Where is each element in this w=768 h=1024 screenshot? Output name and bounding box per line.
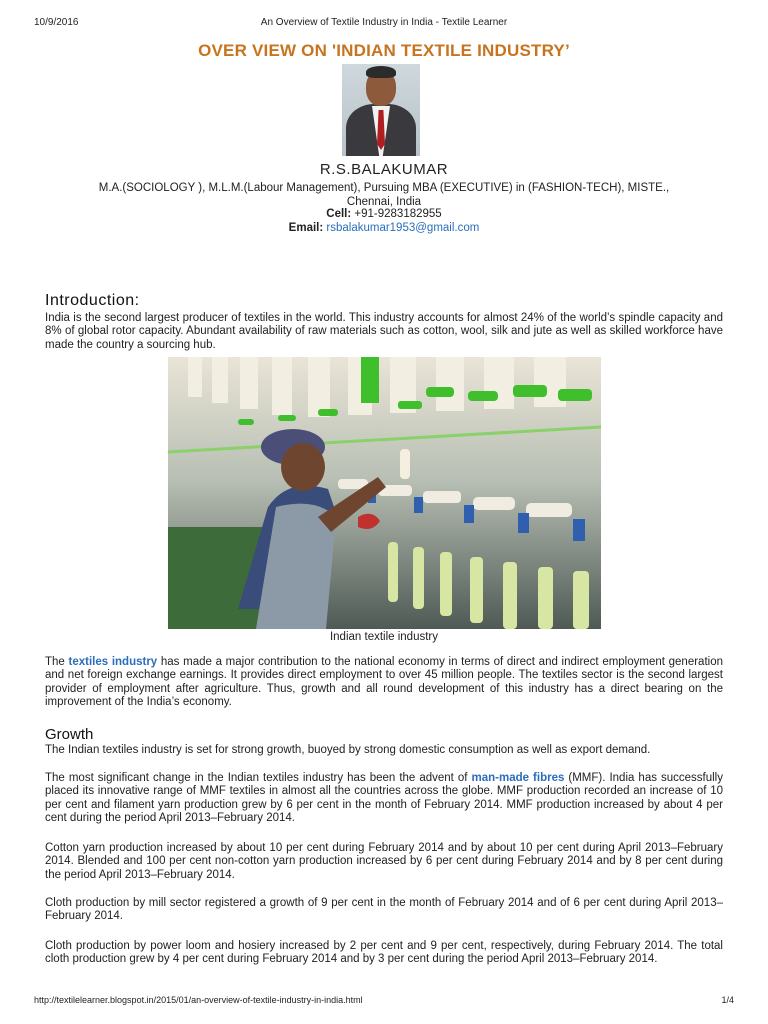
growth-paragraph-1: The Indian textiles industry is set for strong growth, buoyed by strong domestic consumption as well as export demand. (45, 744, 651, 756)
growth-paragraph-4: Cloth production by mill sector registered a growth of 9 per cent in the month of February 2014 and of 6 per cent during April 2013–February 2014. (45, 897, 723, 923)
para-text-rest: has made a major contribution to the national economy in terms of direct and indirect employment generation and net foreign exchange earnings. It provides direct employment to over 45 million people. The textiles sector is the second largest provider of employment after agriculture. Thus, growth and all round development of this industry has a direct bearing on the improvement of the India’s economy. (45, 656, 723, 709)
cell-line (0, 208, 768, 220)
author-name: R.S.BALAKUMAR (319, 161, 449, 178)
economy-paragraph (45, 656, 723, 710)
mmf-text-start: The most significant change in the Indian textiles industry has been the advent of (45, 772, 472, 784)
print-page-title: An Overview of Textile Industry in India - Textile Learner (260, 17, 508, 28)
growth-paragraph-2 (45, 772, 723, 826)
article-title: OVER VIEW ON 'INDIAN TEXTILE INDUSTRY’ (198, 41, 570, 60)
cell-number: +91-9283182955 (354, 208, 442, 220)
growth-heading: Growth (45, 726, 94, 743)
cell-label: Cell: (326, 208, 352, 220)
mmf-text-rest: (MMF). India has successfully placed its innovative range of MMF textiles in almost all the countries across the globe. MMF production recorded an increase of 10 per cent and filament yarn production grew by 6 per cent in the month of February 2014. MMF production increased by about 4 per cent during the period April 2013–February 2014. (45, 772, 723, 825)
location-line: Chennai, India (346, 196, 422, 208)
intro-heading: Introduction: (45, 292, 140, 309)
author-photo (342, 64, 420, 156)
intro-paragraph: India is the second largest producer of textiles in the world. This industry accounts for almost 24% of the world’s spindle capacity and 8% of global rotor capacity. Abundant availability of raw materials such as cotton, wool, silk and jute as well as skilled workforce have made the country a sourcing hub. (45, 312, 723, 351)
textile-mill-photo (168, 357, 601, 629)
textiles-industry-link[interactable]: textiles industry (68, 656, 158, 668)
growth-paragraph-3: Cotton yarn production increased by about 10 per cent during February 2014 and by about 10 per cent during April 2013–February 2014. Blended and 100 per cent non-cotton yarn production increased by 6 per cent during February 2014 and by 8 per cent during the period April 2013–February 2014. (45, 842, 723, 881)
para-text-start: The (45, 656, 69, 668)
qualifications-line: M.A.(SOCIOLOGY ), M.L.M.(Labour Management), Pursuing MBA (EXECUTIVE) in (FASHION-TECH), MISTE., (98, 182, 670, 194)
man-made-fibres-link[interactable]: man-made fibres (471, 772, 565, 784)
email-line (0, 222, 768, 234)
email-link[interactable]: rsbalakumar1953@gmail.com (326, 222, 480, 234)
email-label: Email: (288, 222, 324, 234)
author-qualifications (0, 181, 768, 209)
page-number: 1/4 (721, 995, 734, 1005)
figure-caption: Indian textile industry (329, 631, 439, 643)
print-date: 10/9/2016 (34, 17, 79, 28)
page-url: http://textilelearner.blogspot.in/2015/01/an-overview-of-textile-industry-in-india.html (34, 995, 363, 1005)
growth-paragraph-5: Cloth production by power loom and hosiery increased by 2 per cent and 9 per cent, respectively, during February 2014. The total cloth production grew by 4 per cent during February 2014 and by 3 per cent during the period April 2013–February 2014. (45, 940, 723, 966)
